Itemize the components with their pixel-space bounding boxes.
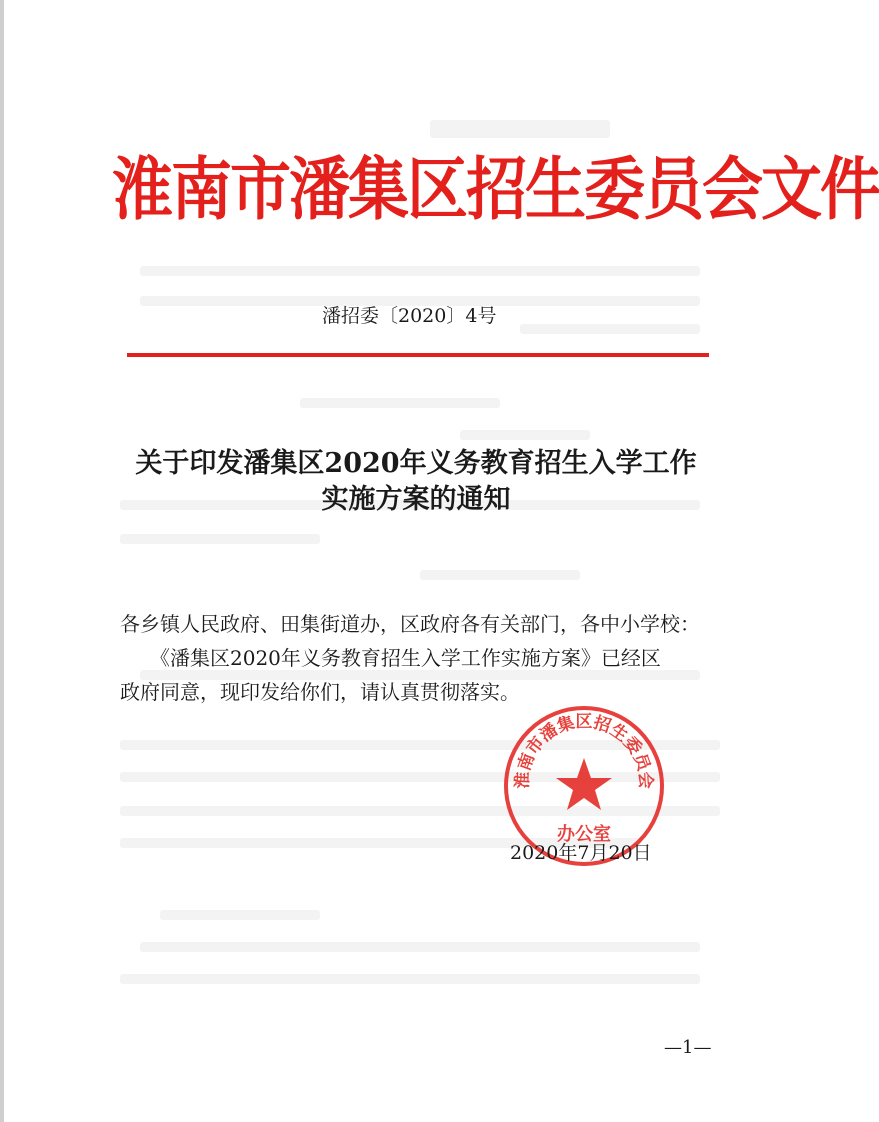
show-through-text bbox=[160, 910, 320, 920]
seal-center-text: 办公室 bbox=[557, 824, 611, 845]
show-through-text bbox=[430, 120, 610, 138]
page-number: —1— bbox=[664, 1037, 712, 1058]
show-through-text bbox=[140, 942, 700, 952]
document-number: 潘招委〔2020〕4号 bbox=[322, 305, 497, 327]
show-through-text bbox=[120, 534, 320, 544]
seal-star-icon bbox=[556, 758, 612, 810]
show-through-text bbox=[300, 398, 500, 408]
red-divider-line bbox=[127, 353, 709, 357]
issue-date: 2020年7月20日 bbox=[510, 842, 652, 864]
recipients-line: 各乡镇人民政府、田集街道办，区政府各有关部门，各中小学校： bbox=[120, 612, 700, 636]
seal-ring-text: 淮南市潘集区招生委员会 bbox=[512, 712, 656, 790]
notice-title bbox=[120, 446, 712, 518]
page-edge bbox=[0, 0, 4, 1122]
notice-title-line-1: 关于印发潘集区2020年义务教育招生入学工作 bbox=[135, 448, 697, 479]
show-through-text bbox=[520, 324, 700, 334]
show-through-text bbox=[460, 430, 590, 440]
notice-title-line-2: 实施方案的通知 bbox=[321, 484, 511, 515]
show-through-text bbox=[140, 266, 700, 276]
body-paragraph-line-1: 《潘集区2020年义务教育招生入学工作实施方案》已经区 bbox=[150, 646, 661, 670]
document-header-title: 淮南市潘集区招生委员会文件 bbox=[112, 150, 879, 230]
body-paragraph-line-2: 政府同意，现印发给你们，请认真贯彻落实。 bbox=[120, 680, 520, 704]
show-through-text bbox=[120, 974, 700, 984]
show-through-text bbox=[420, 570, 580, 580]
